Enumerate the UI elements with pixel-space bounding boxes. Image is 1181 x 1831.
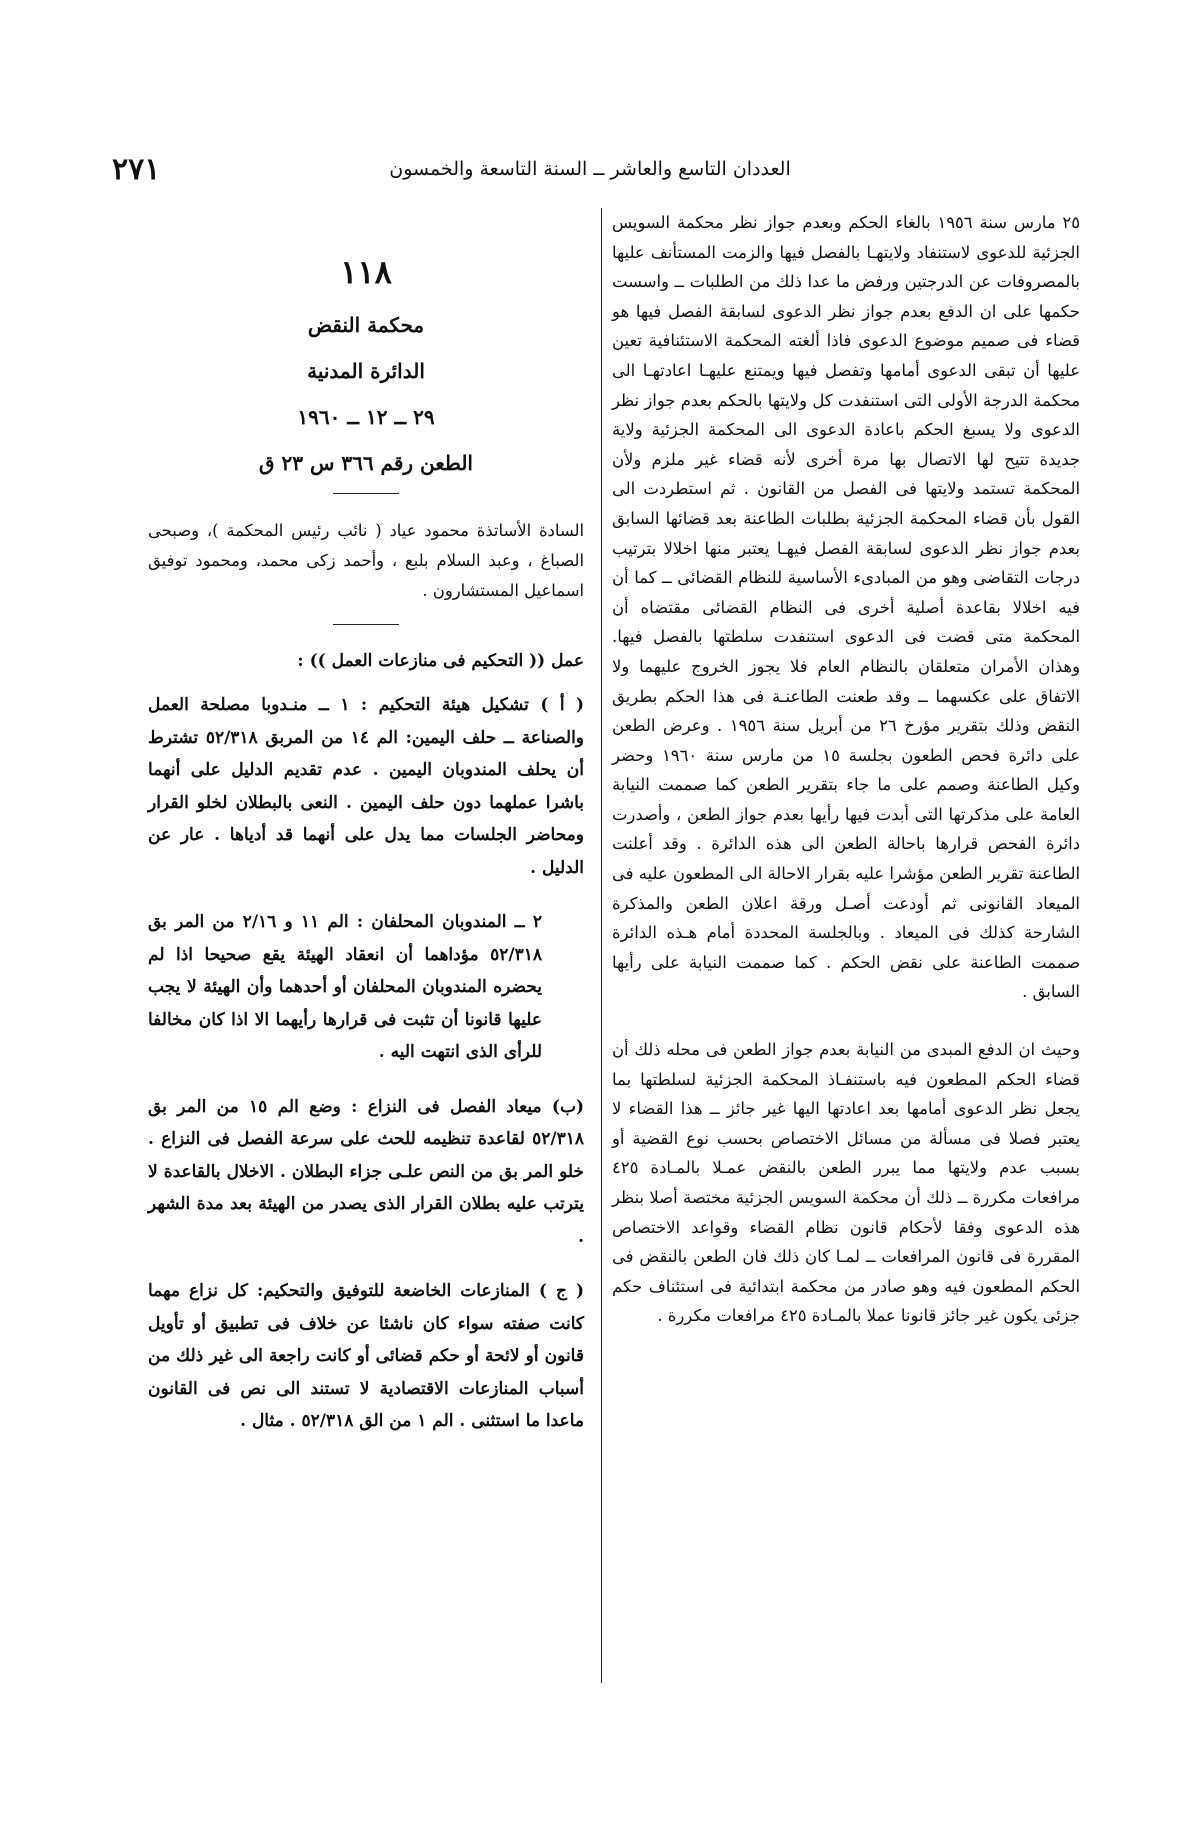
- case-number: ١١٨: [340, 253, 392, 291]
- appeal-number: الطعن رقم ٣٦٦ س ٢٣ ق: [259, 451, 473, 475]
- judgment-text-column: [612, 208, 1080, 1331]
- judgment-date: ٢٩ ــ ١٢ ــ ١٩٦٠: [297, 405, 435, 429]
- column-divider: [601, 208, 602, 1683]
- summary-title: عمل (( التحكيم فى منازعات العمل )) :: [297, 651, 584, 671]
- summary-item-marker: ( ج ): [538, 1281, 585, 1301]
- summary-item: [148, 1091, 584, 1254]
- summary-item-text: ٢ ــ المندوبان المحلفان : الم ١١ و ٢/١٦ من المر بق ٥٢/٣١٨ مؤداهما أن انعقاد الهيئة يقع صحيحا اذا لم يحضره المندوبان المحلفان أو أحدهما وأن الهيئة لا يجب عليها قانونا أن تثبت فى قرارها رأيهما الا اذا كان مخالفا للرأى الذى انتهت اليه .: [148, 912, 542, 1062]
- court-name: محكمة النقض: [307, 313, 425, 337]
- judgment-paragraph-2: وحيث ان الدفع المبدى من النيابة بعدم جواز الطعن فى محله ذلك أن قضاء الحكم المطعون فيه باستنفـاذ المحكمة الجزئية لسلطتها بما يجعل نظر الدعوى أمامها بعد اعادتها اليها غير جائز ــ هذا القضاء لا يعتبر فصلا فى مسألة من مسائل الاختصاص بحسب نوع القضية أو بسبب عدم ولايتها مما يبرر الطعن بالنقض عمـلا بالمـادة ٤٢٥ مرافعات مكررة ــ ذلك أن محكمة السويس الجزئية مختصة أصلا بنظر هذه الدعوى وفقا لأحكام قانون نظام القضاء وقواعد الاختصاص المقررة فى قانون المرافعات ــ لمـا كان ذلك فان الطعن بالنقض فى الحكم المطعون فيه وهو صادر من محكمة ابتدائية فى استئناف حكم جزئى يكون غير جائز قانونا عملا بالمـادة ٤٢٥ مرافعات مكررة .: [612, 1040, 1080, 1326]
- summary-item-marker: ( أ ): [540, 695, 585, 715]
- judgment-paragraph-1: ٢٥ مارس سنة ١٩٥٦ بالغاء الحكم وبعدم جواز نظر محكمة السويس الجزئية للدعوى لاستنفاد ولايتهـا بالفصل فيها والزمت المستأنف عليها بالمصروفات عن الدرجتين ورفض ما عدا ذلك من الطلبات ــ واسست حكمها على ان الدفع بعدم جواز نظر الدعوى لسابقة الفصل فيها هو قضاء فى صميم موضوع الدعوى فاذا ألغته المحكمة الاستئنافية تعين عليها أن تبقى الدعوى أمامها وتفصل فيها ويمتنع عليهـا اعادتهـا الى محكمة الدرجة الأولى التى استنفدت كل ولايتها بالحكم بعدم جواز نظر الدعوى ولا يسبغ الحكم باعادة الدعوى الى المحكمة الجزئية ولاية جديدة تتيح لها الاتصال بها مرة أخرى لأنه قضاء غير ملزم ولأن المحكمة تستمد ولايتها فى الفصل من القانون . ثم استطردت الى القول بأن قضاء المحكمة الجزئية بطلبات الطاعنة بعد قضائها السابق بعدم جواز نظر الدعوى لسابقة الفصل فيهـا يعتبر منها اخلالا بترتيب درجات التقاضى وهو من المبادىء الأساسية للنظام القضائى ــ كما أن فيه اخلالا بقاعدة أصلية أخرى فى النظام القضائى مقتضاه أن المحكمة متى قضت فى الدعوى استنفدت سلطتها بالفصل فيها. وهذان الأمران متعلقان بالنظام العام فلا يجوز الخروج عليهما ولا الاتفاق على عكسهما ــ وقد طعنت الطاعنـة فى هذا الحكم بطريق النقض وذلك بتقرير مؤرخ ٢٦ من أبريل سنة ١٩٥٦ . وعرض الطعن على دائرة فحص الطعون بجلسة ١٥ من مارس سنة ١٩٦٠ وحضر وكيل الطاعنة وصمم على ما جاء بتقرير الطعن كما صممت النيابة العامة على مذكرتها التى أبدت فيها رأيها بعدم جواز الطعن ، وأصدرت دائرة الفحص قرارها باحالة الطعن الى هذه الدائرة . وقد أعلنت الطاعنة تقرير الطعن مؤشرا عليه بقرار الاحالة الى المطعون عليه فى الميعاد القانونى ثم أودعت أصـل ورقة اعلان الطعن والمذكرة الشارحة كذلك فى الميعاد . وبالجلسة المحددة أمام هـذه الدائرة صممت الطاعنة على نقض الحكم . كما صممت النيابة على رأيها السابق .: [612, 213, 1081, 1002]
- judges-list: السادة الأساتذة محمود عياد ( نائب رئيس المحكمة )، وصبحى الصباغ ، وعبد السلام بلبع ، وأحمد زكى محمد، ومحمود توفيق اسماعيل المستشارون .: [148, 521, 584, 600]
- running-header: العددان التاسع والعاشر ــ السنة التاسعة والخمسون: [389, 158, 791, 180]
- summary-item: [148, 906, 584, 1069]
- circuit-name: الدائرة المدنية: [307, 359, 425, 383]
- case-summary-column: [148, 208, 584, 1438]
- page-number: ٢٧١: [112, 152, 161, 187]
- summary-item-text: تشكيل هيئة التحكيم : ١ ــ منـدوبا مصلحة العمل والصناعة ــ حلف اليمين: الم ١٤ من المربق ٥٢/٣١٨ تشترط أن يحلف المندوبان اليمين . عدم تقديم الدليل على أنهما باشرا عملهما دون حلف اليمين . النعى بالبطلان لخلو القرار ومحاضر الجلسات مما يدل على أنهما قد أدياها . عار عن الدليل .: [148, 695, 584, 878]
- separator-rule: [333, 493, 399, 494]
- summary-item: [148, 689, 584, 884]
- summary-item: [148, 1275, 584, 1438]
- summary-item-text: ميعاد الفصل فى النزاع : وضع الم ١٥ من المر بق ٥٢/٣١٨ لقاعدة تنظيمه للحث على سرعة الفصل فى النزاع . خلو المر بق من النص علـى جزاء البطلان . الاخلال بالقاعدة لا يترتب عليه بطلان القرار الذى يصدر من الهيئة بعد مدة الشهر .: [148, 1096, 584, 1247]
- summary-item-text: المنازعات الخاضعة للتوفيق والتحكيم: كل نزاع مهما كانت صفته سواء كان ناشئا عن خلاف فى تطبيق أو تأويل قانون أو لائحة أو حكم قضائى أو كانت راجعة الى غير ذلك من أسباب المنازعات الاقتصادية لا تستند الى نص فى القانون ماعدا ما استثنى . الم ١ من الق ٥٢/٣١٨ . مثال .: [148, 1281, 584, 1431]
- summary-item-marker: (ب): [551, 1096, 585, 1117]
- separator-rule: [333, 624, 399, 625]
